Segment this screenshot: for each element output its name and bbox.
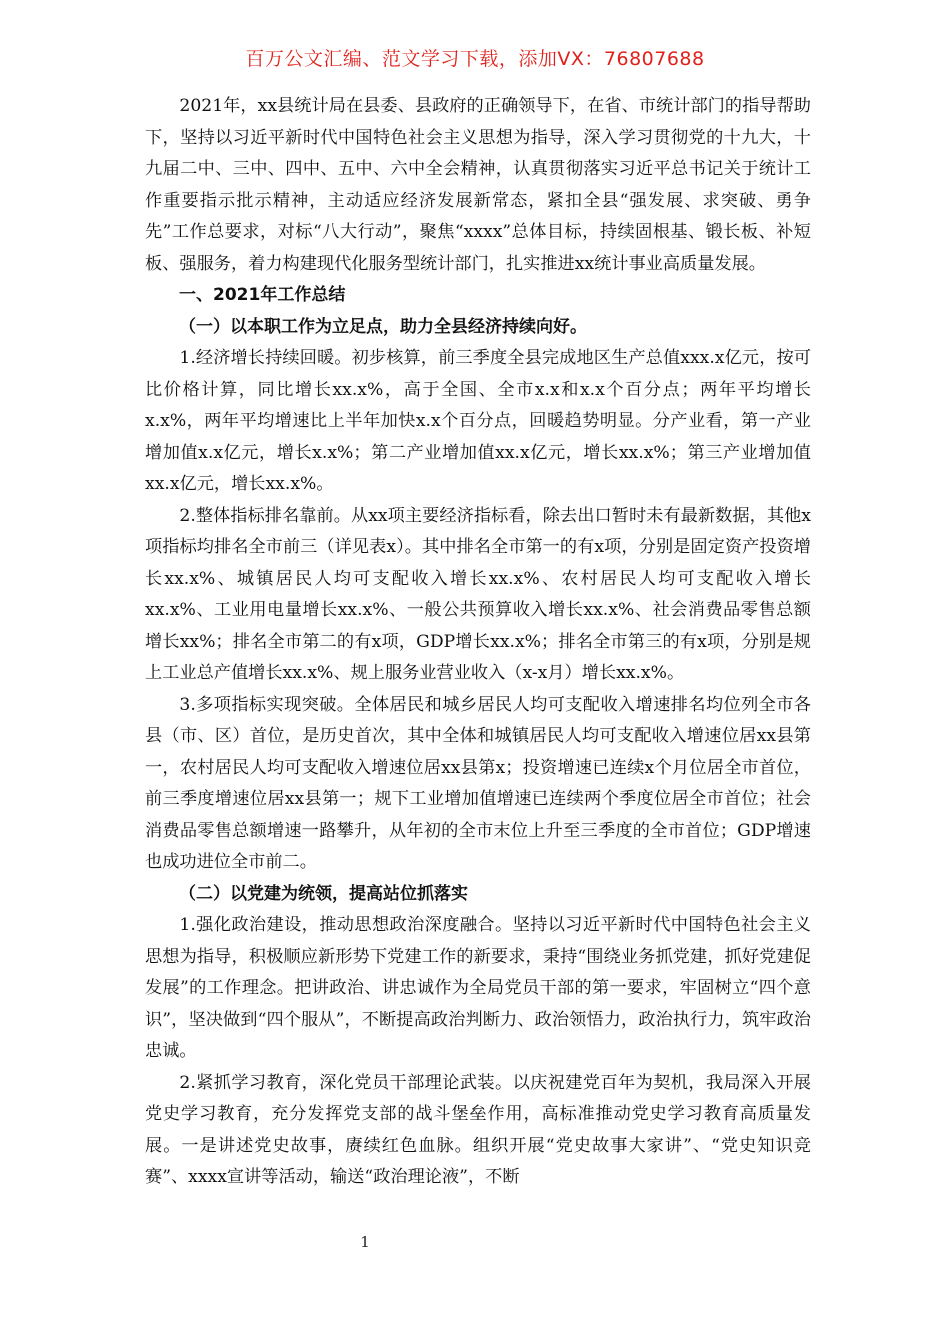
page-number: 1	[360, 1233, 370, 1251]
body-paragraph: 3.多项指标实现突破。全体居民和城乡居民人均可支配收入增速排名均位列全市各县（市、区）首位，是历史首次，其中全体和城镇居民人均可支配收入增速位居xx县第一，农村居民人均可支配收入增速位居xx县第x；投资增速已连续x个月位居全市首位，前三季度增速位居xx县第一；规下工业增加值增速已连续两个季度位居全市首位；社会消费品零售总额增速一路攀升，从年初的全市末位上升至三季度的全市首位；GDP增速也成功进位全市前二。	[145, 694, 811, 872]
watermark-banner: 百万公文汇编、范文学习下载，添加VX：76807688	[245, 48, 705, 70]
body-paragraph: 2.整体指标排名靠前。从xx项主要经济指标看，除去出口暂时未有最新数据，其他x项指标均排名全市前三（详见表x）。其中排名全市第一的有x项，分别是固定资产投资增长xx.x%、城镇居民人均可支配收入增长xx.x%、农村居民人均可支配收入增长xx.x%、工业用电量增长xx.x%、一般公共预算收入增长xx.x%、社会消费品零售总额增长xx%；排名全市第二的有x项，GDP增长xx.x%；排名全市第三的有x项，分别是规上工业总产值增长xx.x%、规上服务业营业收入（x-x月）增长xx.x%。	[145, 505, 811, 683]
subsection-heading: （二）以党建为统领，提高站位抓落实	[179, 883, 468, 904]
body-paragraph: 1.经济增长持续回暖。初步核算，前三季度全县完成地区生产总值xxx.x亿元，按可比价格计算，同比增长xx.x%，高于全国、全市x.x和x.x个百分点；两年平均增长x.x%，两年平均增速比上半年加快x.x个百分点，回暖趋势明显。分产业看，第一产业增加值x.x亿元，增长x.x%；第二产业增加值xx.x亿元，增长xx.x%；第三产业增加值xx.x亿元，增长xx.x%。	[145, 348, 811, 494]
section-heading: 一、2021年工作总结	[179, 285, 346, 305]
document-body	[145, 91, 811, 1194]
intro-paragraph: 2021年，xx县统计局在县委、县政府的正确领导下，在省、市统计部门的指导帮助下，坚持以习近平新时代中国特色社会主义思想为指导，深入学习贯彻党的十九大，十九届二中、三中、四中、五中、六中全会精神，认真贯彻落实习近平总书记关于统计工作重要指示批示精神，主动适应经济发展新常态，紧扣全县“强发展、求突破、勇争先”工作总要求，对标“八大行动”，聚焦“xxxx”总体目标，持续固根基、锻长板、补短板、强服务，着力构建现代化服务型统计部门，扎实推进xx统计事业高质量发展。	[145, 96, 811, 274]
subsection-heading: （一）以本职工作为立足点，助力全县经济持续向好。	[179, 316, 587, 337]
body-paragraph: 1.强化政治建设，推动思想政治深度融合。坚持以习近平新时代中国特色社会主义思想为指导，积极顺应新形势下党建工作的新要求，秉持“围绕业务抓党建，抓好党建促发展”的工作理念。把讲政治、讲忠诚作为全局党员干部的第一要求，牢固树立“四个意识”，坚决做到“四个服从”，不断提高政治判断力、政治领悟力，政治执行力，筑牢政治忠诚。	[145, 915, 811, 1061]
body-paragraph: 2.紧抓学习教育，深化党员干部理论武装。以庆祝建党百年为契机，我局深入开展党史学习教育，充分发挥党支部的战斗堡垒作用，高标准推动党史学习教育高质量发展。一是讲述党史故事，赓续红色血脉。组织开展“党史故事大家讲”、“党史知识竞赛”、xxxx宣讲等活动，输送“政治理论液”，不断	[145, 1072, 811, 1187]
